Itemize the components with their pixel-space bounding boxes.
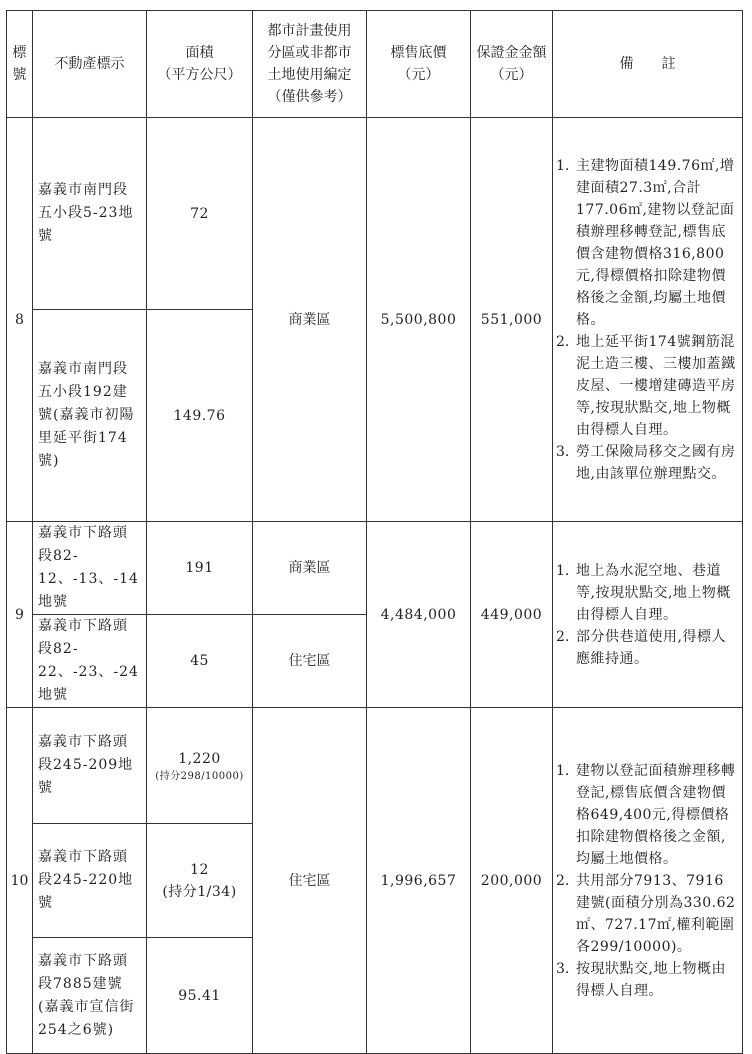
zoning-value: 商業區 <box>253 118 367 522</box>
property-label: 嘉義市下路頭段245-220地號 <box>33 824 147 938</box>
item-number: 9 <box>7 522 33 708</box>
property-label: 嘉義市南門段五小段192建號(嘉義市初陽里延平街174號) <box>33 310 147 522</box>
header-notes: 備 註 <box>553 11 743 118</box>
property-label: 嘉義市下路頭段7885建號(嘉義市宣信街254之6號) <box>33 938 147 1054</box>
notes-cell <box>553 708 743 1054</box>
header-no: 標 號 <box>7 11 33 118</box>
reserve-price-value: 1,996,657 <box>367 708 471 1054</box>
property-auction-table <box>6 10 743 1054</box>
notes-cell <box>553 522 743 708</box>
area-value: 1,220 (持分298/10000) <box>147 708 253 824</box>
item-number: 8 <box>7 118 33 522</box>
zoning-value: 商業區 <box>253 522 367 615</box>
property-label: 嘉義市南門段五小段5-23地號 <box>33 118 147 310</box>
reserve-price-value: 4,484,000 <box>367 522 471 708</box>
deposit-value: 551,000 <box>471 118 553 522</box>
header-area: 面積 （平方公尺） <box>147 11 253 118</box>
area-value: 95.41 <box>147 938 253 1054</box>
property-label: 嘉義市下路頭段82-22、-23、-24地號 <box>33 615 147 708</box>
zoning-value: 住宅區 <box>253 708 367 1054</box>
reserve-price-value: 5,500,800 <box>367 118 471 522</box>
area-value: 149.76 <box>147 310 253 522</box>
note-item: 3. 勞工保險局移交之國有房地,由該單位辦理點交。 <box>556 443 736 482</box>
area-value: 45 <box>147 615 253 708</box>
table-row <box>7 708 743 824</box>
table-row <box>7 118 743 310</box>
area-value: 191 <box>147 522 253 615</box>
item-number: 10 <box>7 708 33 1054</box>
note-item: 2. 部分供巷道使用,得標人應維持通。 <box>556 628 726 667</box>
header-row <box>7 11 743 118</box>
area-share-note: (持分1/34) <box>162 883 237 900</box>
table-row <box>7 522 743 615</box>
deposit-value: 200,000 <box>471 708 553 1054</box>
deposit-value: 449,000 <box>471 522 553 708</box>
note-item: 1. 地上為水泥空地、巷道等,按現狀點交,地上物概由得標人自理。 <box>556 562 731 623</box>
note-item: 1. 建物以登記面積辦理移轉登記,標售底價含建物價格649,400元,得標價格扣除建物價格後之金額,均屬土地價格。 <box>556 762 736 867</box>
note-item: 2. 地上延平街174號鋼筋混泥土造三樓、三樓加蓋鐵皮屋、一樓增建磚造平房等,按現狀點交,地上物概由得標人自理。 <box>556 333 736 438</box>
note-item: 1. 主建物面積149.76㎡,增建面積27.3㎡,合計177.06㎡,建物以登記面積辦理移轉登記,標售底價含建物價格316,800元,得標價格扣除建物價格後之金額,均屬土地價格。 <box>556 157 735 328</box>
area-value: 12 (持分1/34) <box>147 824 253 938</box>
area-share-note: (持分298/10000) <box>155 770 244 782</box>
header-deposit: 保證金金額 （元） <box>471 11 553 118</box>
notes-cell <box>553 118 743 522</box>
property-label: 嘉義市下路頭段82-12、-13、-14地號 <box>33 522 147 615</box>
header-zoning: 都市計畫使用 分區或非都市 土地使用編定 （僅供參考） <box>253 11 367 118</box>
note-item: 3. 按現狀點交,地上物概由得標人自理。 <box>556 960 726 999</box>
header-property: 不動產標示 <box>33 11 147 118</box>
property-label: 嘉義市下路頭段245-209地號 <box>33 708 147 824</box>
note-item: 2. 共用部分7913、7916建號(面積分別為330.62㎡、727.17㎡,權利範圍各299/10000)。 <box>556 872 736 955</box>
area-value: 72 <box>147 118 253 310</box>
header-reserve-price: 標售底價 （元） <box>367 11 471 118</box>
zoning-value: 住宅區 <box>253 615 367 708</box>
